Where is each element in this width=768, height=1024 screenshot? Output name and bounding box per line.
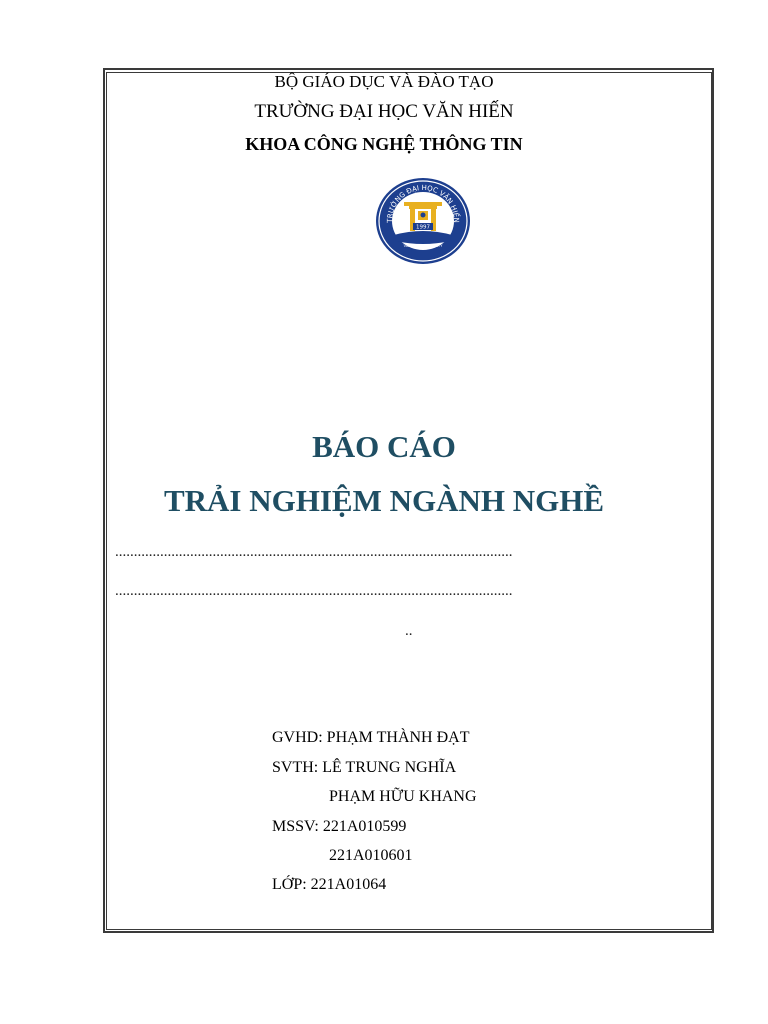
report-subtitle: TRẢI NGHIỆM NGÀNH NGHỀ — [163, 483, 605, 518]
instructor-line: GVHD: PHẠM THÀNH ĐẠT — [272, 729, 470, 746]
student-id-line-1: MSSV: 221A010599 — [272, 818, 407, 835]
class-line: LỚP: 221A01064 — [272, 876, 387, 893]
university-seal-icon — [374, 177, 472, 265]
student-id-line-2: 221A010601 — [329, 847, 413, 864]
dotted-line-3: .. — [405, 623, 413, 639]
student-line-1: SVTH: LÊ TRUNG NGHĨA — [272, 759, 457, 776]
dotted-line-1: .......................................................................................................... — [115, 544, 513, 560]
report-title: BÁO CÁO — [312, 429, 456, 464]
logo-arc-text: TRƯỜNG ĐẠI HỌC VĂN HIẾN — [385, 183, 461, 223]
university-logo — [374, 177, 472, 265]
faculty-name: KHOA CÔNG NGHỆ THÔNG TIN — [245, 134, 523, 154]
ministry-name: BỘ GIÁO DỤC VÀ ĐÀO TẠO — [274, 72, 494, 91]
university-name: TRƯỜNG ĐẠI HỌC VĂN HIẾN — [254, 101, 514, 122]
logo-year: 1997 — [416, 224, 430, 231]
dotted-line-2: .......................................................................................................... — [115, 583, 513, 599]
student-line-2: PHẠM HỮU KHANG — [329, 788, 477, 805]
logo-bottom-text: VAN HIEN UNIVERSITY — [403, 244, 443, 248]
